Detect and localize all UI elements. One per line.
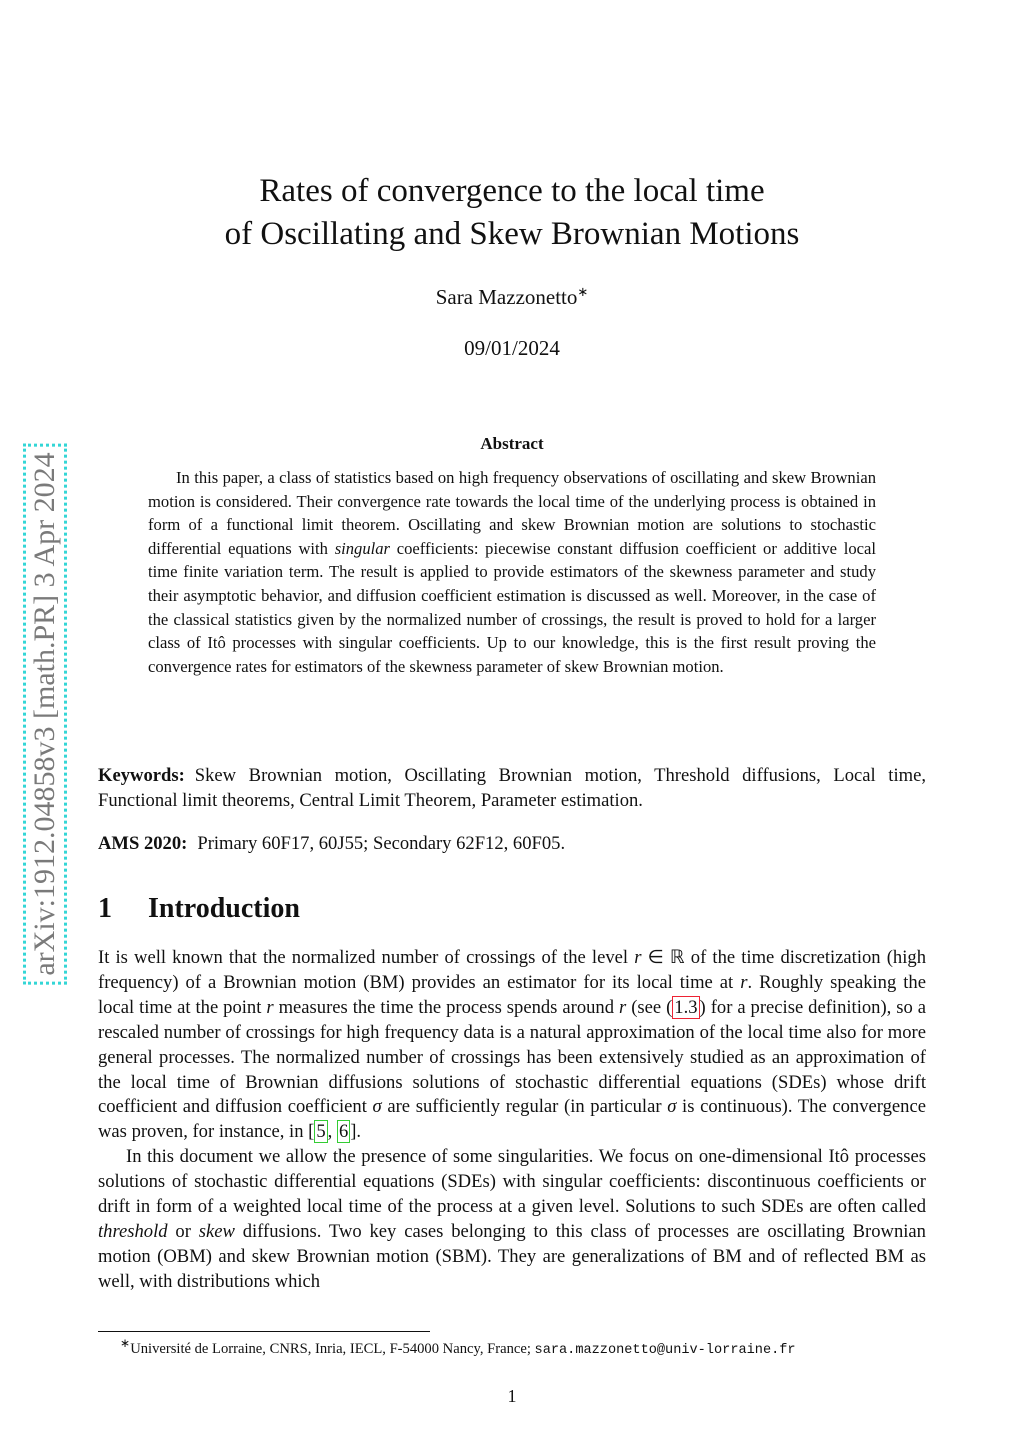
math-sigma: σ	[667, 1096, 677, 1118]
footnote	[98, 1336, 926, 1358]
math-r: r	[740, 971, 748, 993]
footnote-email[interactable]: sara.mazzonetto@univ-lorraine.fr	[534, 1342, 796, 1358]
intro-text: of the time discretization (high frequency) of a Brownian motion (BM) provides an estimator for its local time at	[98, 947, 926, 993]
emph-skew: skew	[198, 1220, 235, 1242]
intro-text: diffusions. Two key cases belonging to this class of processes are oscillating Brownian motion (OBM) and skew Brownian motion (SBM). They are generalizations of BM and of reflected BM as well, with distributions which	[98, 1220, 926, 1292]
math-r: r	[266, 996, 274, 1018]
author	[0, 284, 1024, 310]
ams-label: AMS 2020:	[98, 833, 188, 854]
intro-text: measures the time the process spends around	[273, 996, 619, 1018]
intro-text: or	[167, 1220, 199, 1242]
intro-text: ) for a precise definition), so a rescaled number of crossings for high frequency data is a natural approximation of the local time also for more general processes. The normalized number of crossings has been extensively studied as an approximation of the local time of Brownian diffusions solutions of stochastic differential equations (SDEs) whose drift coefficient and diffusion coefficient	[98, 996, 927, 1118]
emph-threshold: threshold	[98, 1220, 168, 1242]
keywords-label: Keywords:	[98, 765, 185, 786]
ams-classification	[98, 833, 926, 855]
intro-text: ,	[327, 1121, 337, 1143]
section-title: Introduction	[148, 893, 300, 924]
ams-text: Primary 60F17, 60J55; Secondary 62F12, 60F05.	[197, 833, 566, 854]
intro-paragraph-1	[98, 946, 926, 1145]
paper-title	[120, 170, 904, 256]
abstract-body	[148, 466, 876, 678]
title-line-2: of Oscillating and Skew Brownian Motions	[224, 216, 800, 252]
citation-link-5[interactable]: 5	[316, 1121, 326, 1143]
date: 09/01/2024	[464, 336, 560, 360]
keywords-text: Skew Brownian motion, Oscillating Brownian motion, Threshold diffusions, Local time, Functional limit theorems, Central Limit Theorem, Parameter estimation.	[98, 765, 926, 811]
intro-text: are sufficiently regular (in particular	[381, 1096, 668, 1118]
intro-paragraph-2	[98, 1145, 926, 1294]
intro-text: (see (	[626, 996, 673, 1018]
intro-text: ].	[350, 1121, 362, 1143]
intro-text: . Roughly speaking the local time at the point	[98, 971, 926, 1018]
math-in-reals: ∈ ℝ	[641, 947, 685, 968]
equation-ref-link[interactable]: 1.3	[674, 996, 698, 1018]
abstract-text-1: In this paper, a class of statistics based on high frequency observations of oscillating and skew Brownian motion is considered. Their convergence rate towards the local time of the underlying process is obtained in form of a functional limit theorem. Oscillating and skew Brownian motion are solutions to stochastic differential equations with	[148, 468, 876, 558]
math-r: r	[634, 947, 642, 968]
keywords	[98, 763, 926, 813]
page-number: 1	[507, 1386, 517, 1406]
citation-link-6[interactable]: 6	[338, 1121, 349, 1143]
introduction-body	[98, 946, 926, 1295]
abstract-text-2: coefficients: piecewise constant diffusion coefficient or additive local time finite variation term. The result is applied to provide estimators of the skewness parameter and study their asymptotic behavior, and diffusion coefficient estimation is discussed as well. Moreover, in the case of the classical statistics given by the normalized number of crossings, the result is proved to hold for a larger class of Itô processes with singular coefficients. Up to our knowledge, this is the first result proving the convergence rates for estimators of the skewness parameter of skew Brownian motion.	[148, 538, 877, 676]
abstract-heading: Abstract	[480, 434, 544, 453]
section-number: 1	[98, 893, 112, 924]
intro-text: In this document we allow the presence of some singularities. We focus on one-dimensional Itô processes solutions of stochastic differential equations (SDEs) with singular coefficients: discontinuous coefficients or drift in form of a weighted local time of the process at a given level. Solutions to such SDEs are often called	[98, 1146, 926, 1218]
math-r: r	[618, 996, 627, 1018]
title-line-1: Rates of convergence to the local time	[259, 173, 765, 209]
author-name: Sara Mazzonetto	[435, 285, 578, 309]
intro-text: It is well known that the normalized number of crossings of the level	[98, 947, 635, 968]
footnote-rule	[98, 1331, 430, 1332]
footnote-mark: ∗	[120, 1336, 131, 1350]
section-heading	[98, 893, 300, 925]
footnote-affiliation: Université de Lorraine, CNRS, Inria, IECL, F-54000 Nancy, France;	[130, 1340, 535, 1357]
abstract-emph: singular	[334, 538, 391, 558]
arxiv-id[interactable]: arXiv:1912.04858v3 [math.PR] 3 Apr 2024	[23, 443, 67, 984]
intro-text: is continuous). The convergence was proven, for instance, in [	[98, 1096, 926, 1143]
arxiv-stamp	[22, 400, 68, 1028]
author-footnote-mark[interactable]: ∗	[577, 284, 589, 299]
math-sigma: σ	[372, 1096, 382, 1118]
